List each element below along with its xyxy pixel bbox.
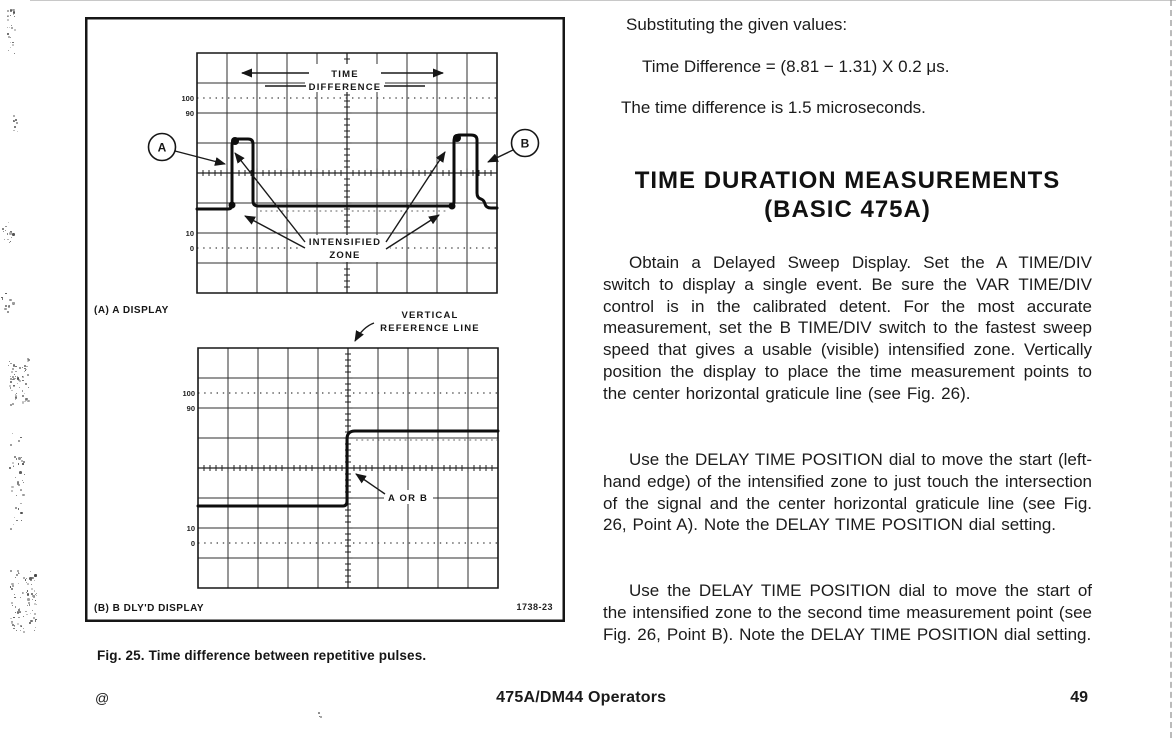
scan-speck (30, 620, 33, 623)
scan-speck (16, 122, 18, 124)
scan-speck (30, 613, 32, 615)
scale-90: 90 (185, 109, 194, 118)
scan-speck (12, 42, 14, 44)
scan-speck (20, 489, 22, 491)
vertical-reference-label-line2: REFERENCE LINE (380, 323, 480, 334)
scan-speck (11, 490, 13, 492)
scan-speck (2, 228, 4, 230)
scan-speck (7, 19, 9, 21)
scan-speck (22, 390, 23, 391)
point-a-letter: A (157, 140, 167, 155)
scan-speck (15, 612, 16, 613)
scan-speck (14, 29, 16, 31)
scan-speck (11, 371, 13, 373)
scan-speck (34, 590, 36, 592)
section-heading-line2: (BASIC 475A) (764, 196, 931, 223)
scan-speck (23, 577, 25, 579)
scan-speck (22, 401, 24, 403)
scan-speck (13, 524, 14, 525)
scan-speck (5, 293, 7, 295)
scan-speck (12, 433, 13, 434)
scan-speck (12, 462, 14, 464)
scan-speck (15, 371, 17, 373)
intensified-zone-dot (231, 137, 239, 145)
scan-speck (12, 585, 14, 587)
scan-speck (16, 495, 17, 496)
footer-copyright-symbol: @ (95, 690, 110, 706)
scan-speck (15, 606, 16, 607)
scan-speck (10, 241, 11, 242)
scan-speck (320, 716, 322, 718)
scan-speck (11, 390, 13, 392)
scan-speck (4, 239, 5, 240)
a-or-b-label: A OR B (387, 493, 429, 504)
scan-speck (11, 621, 13, 623)
scan-speck (10, 37, 11, 38)
scan-speck (9, 27, 10, 28)
scan-speck (35, 627, 36, 628)
scan-speck (14, 594, 15, 595)
footer-document-title: 475A/DM44 Operators (496, 689, 667, 706)
scan-speck (31, 588, 33, 590)
scan-speck (17, 377, 19, 379)
scan-speck (17, 131, 18, 132)
scan-speck (12, 605, 13, 606)
scan-speck (15, 477, 16, 478)
scan-speck (10, 618, 11, 619)
scan-speck (20, 512, 23, 515)
scan-speck (22, 380, 24, 382)
scan-speck (10, 444, 12, 446)
scan-speck (31, 584, 32, 585)
scan-speck (22, 395, 24, 397)
scan-speck (13, 465, 14, 466)
scale-10: 10 (185, 229, 194, 238)
intensified-zone-arrow (386, 215, 439, 249)
scan-speck (27, 374, 29, 376)
scan-speck (27, 605, 28, 606)
scan-speck (32, 599, 34, 601)
intensified-zone-arrow (245, 216, 305, 248)
scan-speck (15, 507, 17, 509)
scan-speck (9, 467, 11, 469)
scan-speck (32, 595, 34, 597)
scan-speck (11, 25, 12, 26)
scan-speck (34, 613, 36, 615)
scan-speck (10, 528, 12, 530)
scan-speck (9, 232, 12, 235)
scan-speck (28, 387, 29, 388)
scan-speck (3, 231, 4, 232)
scan-speck (25, 611, 27, 613)
scan-speck (7, 33, 9, 35)
scan-speck (20, 611, 21, 612)
scan-speck (11, 27, 13, 29)
display-b-label: (B) B DLY'D DISPLAY (94, 603, 205, 614)
scan-speck (9, 299, 11, 301)
figure-border (86, 18, 564, 621)
scan-speck (10, 47, 11, 48)
section-heading (603, 166, 1092, 224)
scan-speck (36, 604, 38, 606)
time-difference-label-line2: DIFFERENCE (308, 82, 382, 93)
scan-speck (26, 614, 27, 615)
scan-speck (20, 597, 21, 598)
scan-speck (26, 578, 27, 579)
figure-25-box (85, 17, 565, 622)
scan-speck (14, 16, 15, 17)
scale-100: 100 (181, 94, 194, 103)
vertical-reference-arrow (355, 323, 374, 341)
scan-speck (5, 230, 6, 231)
scan-speck (18, 573, 19, 574)
intensified-zone-dot (229, 202, 236, 209)
scan-speck (22, 592, 24, 594)
vertical-reference-label-line1: VERTICAL (401, 310, 459, 321)
intensified-zone-dot (453, 134, 461, 142)
intensified-zone-dot (449, 203, 456, 210)
scan-speck (34, 630, 35, 631)
scan-speck (8, 50, 9, 51)
scan-speck (5, 226, 6, 227)
scale-100: 100 (182, 389, 195, 398)
body-paragraph: Obtain a Delayed Sweep Display. Set the A TIME/DIV switch to display a single event. Be sure the VAR TIME/DIV control is in the calibrated detent. For the most accurate measurement, set the B TIME/DIV switch to the fastest sweep speed that gives a usable (visible) intensified zone. Vertically position the display to place the time measurement points to the center horizontal graticule line (see Fig. 26). (603, 253, 1092, 403)
point-b-letter: B (520, 136, 530, 151)
result-line: The time difference is 1.5 microseconds. (621, 98, 926, 117)
scan-speck (15, 399, 16, 400)
scan-speck (18, 484, 20, 486)
scan-speck (13, 11, 15, 13)
scan-speck (35, 620, 37, 622)
scan-speck (14, 53, 15, 54)
scan-speck (18, 508, 20, 510)
scan-speck (11, 237, 12, 238)
scan-speck (10, 570, 12, 572)
scan-speck (24, 401, 26, 403)
scan-speck (10, 381, 13, 384)
scan-speck (4, 308, 7, 311)
time-difference-label-line1: TIME (331, 69, 359, 80)
scan-speck (11, 588, 13, 590)
scan-speck (19, 387, 20, 388)
scan-speck (10, 387, 12, 389)
scan-speck (10, 404, 12, 406)
scan-speck (5, 305, 7, 307)
scan-speck (10, 15, 11, 16)
scan-speck (18, 440, 19, 441)
scale-90: 90 (186, 404, 195, 413)
point-a-arrow (175, 151, 225, 164)
scan-speck (23, 631, 25, 633)
scan-speck (18, 617, 19, 618)
body-paragraph: Use the DELAY TIME POSITION dial to move the start (left-hand edge) of the intensified zone to just touch the intersection of the signal and the center horizontal graticule line (see Fig. 26, Point A). Note the DELAY TIME POSITION dial setting. (603, 450, 1092, 535)
scan-speck (9, 242, 11, 244)
scan-speck (12, 379, 13, 380)
scan-speck (15, 366, 17, 368)
scan-speck (14, 374, 15, 375)
scan-speck (21, 520, 22, 521)
scan-speck (8, 222, 9, 223)
scan-speck (13, 130, 14, 131)
scan-speck (17, 383, 19, 385)
scan-speck (23, 482, 24, 483)
body-paragraph: Use the DELAY TIME POSITION dial to move the start of the intensified zone to the second time measurement point (see Fig. 26, Point B). Note the DELAY TIME POSITION dial setting. (603, 581, 1092, 644)
scan-speck (15, 577, 16, 578)
scan-speck (12, 233, 14, 235)
scan-speck (16, 458, 18, 460)
intensified-zone-arrow (386, 152, 445, 242)
scan-speck (23, 616, 24, 617)
scan-speck (32, 610, 34, 612)
scan-speck (7, 239, 8, 240)
scan-speck (14, 597, 16, 599)
scan-speck (16, 630, 17, 631)
scan-speck (13, 617, 14, 618)
scan-speck (20, 630, 21, 631)
scan-speck (8, 365, 9, 366)
scan-speck (19, 367, 21, 369)
equation-line: Time Difference = (8.81 − 1.31) X 0.2 μs. (642, 57, 950, 76)
scan-speck (20, 437, 22, 439)
scan-speck (12, 368, 14, 370)
scan-speck (18, 463, 20, 465)
figure-caption: Fig. 25. Time difference between repetitive pulses. (97, 648, 427, 663)
scan-speck (35, 600, 36, 601)
scan-speck (13, 628, 14, 629)
scan-speck (21, 626, 22, 627)
scan-speck (27, 598, 30, 601)
a-or-b-arrow (356, 474, 385, 494)
scan-speck (17, 623, 19, 625)
scan-speck (12, 44, 14, 46)
scan-speck (13, 466, 14, 467)
scan-speck (25, 383, 27, 385)
scan-speck (16, 574, 18, 576)
scan-speck (7, 233, 8, 234)
scan-speck (14, 517, 15, 518)
scan-speck (11, 486, 14, 489)
scan-speck (9, 361, 10, 362)
section-heading-line1: TIME DURATION MEASUREMENTS (634, 167, 1061, 194)
scan-speck (13, 115, 15, 117)
scale-10: 10 (186, 524, 195, 533)
point-b-arrow (488, 150, 513, 162)
scan-speck (14, 626, 15, 627)
scan-speck (16, 520, 17, 521)
intensified-zone-label-line2: ZONE (329, 250, 361, 261)
figure-part-number: 1738-23 (516, 602, 553, 612)
scan-speck (20, 503, 22, 505)
scan-speck (29, 622, 31, 624)
display-a-label: (A) A DISPLAY (94, 305, 169, 316)
intensified-zone-label-line1: INTENSIFIED (308, 237, 382, 248)
scan-speck (23, 628, 24, 629)
scale-0: 0 (190, 539, 195, 548)
scan-speck (13, 385, 15, 387)
scan-speck (10, 363, 11, 364)
scan-speck (22, 480, 23, 481)
scan-speck (25, 579, 27, 581)
scan-speck (27, 593, 30, 596)
scan-speck (24, 474, 25, 475)
scan-speck (24, 393, 25, 394)
scan-speck (19, 380, 21, 382)
scan-speck (9, 385, 11, 387)
figure-25-diagram (85, 17, 565, 622)
scan-speck (34, 574, 37, 577)
scan-edge-line-right (1170, 0, 1172, 738)
scan-speck (13, 14, 14, 15)
scan-speck (27, 400, 29, 402)
scan-speck (12, 403, 14, 405)
footer-page-number: 49 (1070, 689, 1088, 706)
scan-speck (15, 119, 17, 121)
scale-0: 0 (189, 244, 194, 253)
scan-speck (7, 311, 9, 313)
scan-speck (30, 571, 32, 573)
intro-line: Substituting the given values: (626, 15, 848, 34)
scan-speck (11, 602, 13, 604)
article-column (603, 0, 1092, 738)
scan-speck (29, 604, 31, 606)
scan-speck (26, 366, 27, 367)
scan-speck (11, 583, 13, 585)
scan-speck (18, 583, 19, 584)
scan-speck (29, 577, 32, 580)
scan-speck (17, 481, 19, 483)
scan-speck (318, 712, 320, 714)
scan-speck (27, 583, 29, 585)
scan-speck (2, 298, 3, 299)
scan-speck (14, 126, 16, 128)
scan-speck (36, 595, 37, 596)
scan-speck (24, 371, 25, 372)
scan-speck (34, 580, 35, 581)
scan-speck (22, 494, 25, 497)
scan-speck (22, 463, 23, 464)
scan-speck (21, 457, 22, 458)
scan-speck (18, 609, 20, 611)
